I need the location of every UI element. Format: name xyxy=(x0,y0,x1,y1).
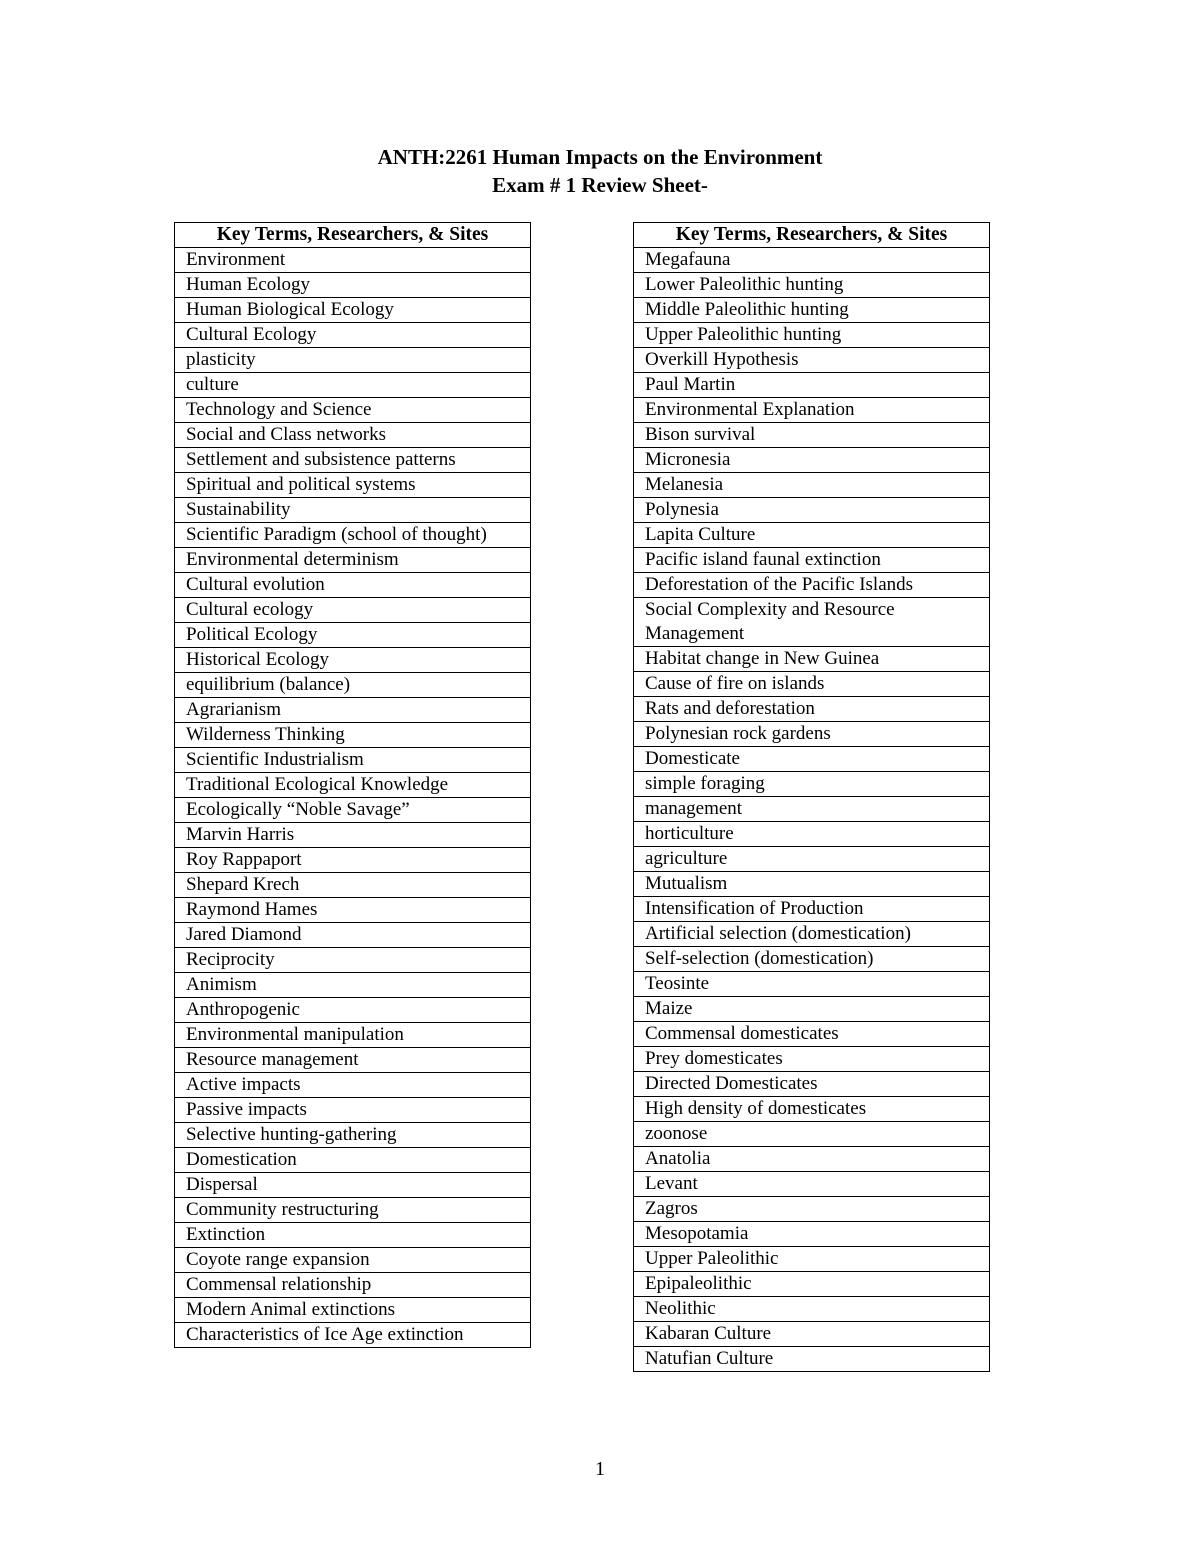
term-cell: Wilderness Thinking xyxy=(175,723,531,748)
table-row xyxy=(634,523,990,548)
key-terms-table-left xyxy=(174,222,531,1348)
table-row xyxy=(175,273,531,298)
term-cell: Prey domesticates xyxy=(634,1047,990,1072)
table-row xyxy=(634,647,990,672)
key-terms-list-left xyxy=(175,248,531,1348)
term-cell: Paul Martin xyxy=(634,373,990,398)
term-cell: Overkill Hypothesis xyxy=(634,348,990,373)
term-cell: plasticity xyxy=(175,348,531,373)
term-cell: Zagros xyxy=(634,1197,990,1222)
table-row xyxy=(175,398,531,423)
table-row xyxy=(175,1323,531,1348)
term-cell: Pacific island faunal extinction xyxy=(634,548,990,573)
term-cell: Micronesia xyxy=(634,448,990,473)
term-cell: Social Complexity and Resource Management xyxy=(634,598,990,647)
term-cell: agriculture xyxy=(634,847,990,872)
table-row xyxy=(634,373,990,398)
term-cell: Environmental manipulation xyxy=(175,1023,531,1048)
table-header-row xyxy=(634,223,990,248)
term-cell: Resource management xyxy=(175,1048,531,1073)
term-cell: Cultural Ecology xyxy=(175,323,531,348)
table-row xyxy=(175,298,531,323)
table-row xyxy=(634,1322,990,1347)
table-row xyxy=(634,672,990,697)
term-cell: Characteristics of Ice Age extinction xyxy=(175,1323,531,1348)
key-terms-list-right xyxy=(634,248,990,1372)
table-row xyxy=(634,1172,990,1197)
term-cell: Human Ecology xyxy=(175,273,531,298)
term-cell: Reciprocity xyxy=(175,948,531,973)
term-cell: Mutualism xyxy=(634,872,990,897)
table-row xyxy=(634,872,990,897)
term-cell: Upper Paleolithic xyxy=(634,1247,990,1272)
term-cell: Scientific Industrialism xyxy=(175,748,531,773)
table-row xyxy=(175,723,531,748)
table-header-cell: Key Terms, Researchers, & Sites xyxy=(634,223,990,248)
term-cell: Teosinte xyxy=(634,972,990,997)
term-cell: Spiritual and political systems xyxy=(175,473,531,498)
term-cell: Intensification of Production xyxy=(634,897,990,922)
term-cell: Scientific Paradigm (school of thought) xyxy=(175,523,531,548)
table-row xyxy=(175,348,531,373)
table-row xyxy=(634,548,990,573)
table-row xyxy=(634,747,990,772)
term-cell: Animism xyxy=(175,973,531,998)
table-row xyxy=(634,1272,990,1297)
term-cell: Technology and Science xyxy=(175,398,531,423)
table-header-row xyxy=(175,223,531,248)
term-cell: Environment xyxy=(175,248,531,273)
term-cell: Habitat change in New Guinea xyxy=(634,647,990,672)
term-cell: simple foraging xyxy=(634,772,990,797)
term-cell: Dispersal xyxy=(175,1173,531,1198)
term-cell: Middle Paleolithic hunting xyxy=(634,298,990,323)
table-row xyxy=(175,1223,531,1248)
term-cell: Directed Domesticates xyxy=(634,1072,990,1097)
term-cell: Megafauna xyxy=(634,248,990,273)
term-cell: equilibrium (balance) xyxy=(175,673,531,698)
table-row xyxy=(634,1047,990,1072)
term-cell: Settlement and subsistence patterns xyxy=(175,448,531,473)
table-row xyxy=(634,1147,990,1172)
table-row xyxy=(175,1198,531,1223)
table-row xyxy=(175,1123,531,1148)
table-header-cell: Key Terms, Researchers, & Sites xyxy=(175,223,531,248)
term-cell: Human Biological Ecology xyxy=(175,298,531,323)
table-row xyxy=(634,473,990,498)
table-row xyxy=(175,498,531,523)
table-row xyxy=(175,1148,531,1173)
term-cell: Cultural ecology xyxy=(175,598,531,623)
term-cell: Raymond Hames xyxy=(175,898,531,923)
table-row xyxy=(175,623,531,648)
table-row xyxy=(175,648,531,673)
table-row xyxy=(634,1022,990,1047)
term-cell: culture xyxy=(175,373,531,398)
table-row xyxy=(175,598,531,623)
term-cell: zoonose xyxy=(634,1122,990,1147)
table-row xyxy=(175,898,531,923)
table-row xyxy=(175,1098,531,1123)
table-row xyxy=(634,722,990,747)
term-cell: Roy Rappaport xyxy=(175,848,531,873)
table-row xyxy=(634,1297,990,1322)
term-cell: Polynesian rock gardens xyxy=(634,722,990,747)
table-row xyxy=(175,998,531,1023)
term-cell: Agrarianism xyxy=(175,698,531,723)
table-row xyxy=(175,873,531,898)
table-row xyxy=(175,423,531,448)
document-title: ANTH:2261 Human Impacts on the Environment xyxy=(377,145,823,169)
term-cell: Modern Animal extinctions xyxy=(175,1298,531,1323)
term-cell: Anatolia xyxy=(634,1147,990,1172)
table-row xyxy=(634,772,990,797)
table-row xyxy=(175,848,531,873)
term-cell: Bison survival xyxy=(634,423,990,448)
term-cell: Polynesia xyxy=(634,498,990,523)
term-cell: Commensal relationship xyxy=(175,1273,531,1298)
table-row xyxy=(634,1122,990,1147)
table-row xyxy=(634,922,990,947)
document-header xyxy=(0,143,1200,199)
table-row xyxy=(175,673,531,698)
term-cell: Anthropogenic xyxy=(175,998,531,1023)
table-row xyxy=(175,823,531,848)
term-cell: Sustainability xyxy=(175,498,531,523)
term-cell: horticulture xyxy=(634,822,990,847)
term-cell: Environmental Explanation xyxy=(634,398,990,423)
term-cell: Marvin Harris xyxy=(175,823,531,848)
table-row xyxy=(634,1347,990,1372)
term-cell: Extinction xyxy=(175,1223,531,1248)
table-row xyxy=(175,748,531,773)
term-cell: Artificial selection (domestication) xyxy=(634,922,990,947)
table-row xyxy=(634,323,990,348)
term-cell: Epipaleolithic xyxy=(634,1272,990,1297)
table-row xyxy=(175,1248,531,1273)
table-row xyxy=(634,897,990,922)
table-row xyxy=(634,1247,990,1272)
term-cell: Political Ecology xyxy=(175,623,531,648)
term-cell: Lower Paleolithic hunting xyxy=(634,273,990,298)
term-cell: Community restructuring xyxy=(175,1198,531,1223)
table-row xyxy=(175,523,531,548)
table-row xyxy=(634,1097,990,1122)
table-row xyxy=(634,947,990,972)
term-cell: Rats and deforestation xyxy=(634,697,990,722)
table-row xyxy=(634,697,990,722)
table-row xyxy=(634,847,990,872)
table-row xyxy=(634,498,990,523)
table-row xyxy=(634,573,990,598)
term-cell: Self-selection (domestication) xyxy=(634,947,990,972)
table-row xyxy=(634,1072,990,1097)
table-row xyxy=(175,1048,531,1073)
term-cell: Kabaran Culture xyxy=(634,1322,990,1347)
term-cell: Domestication xyxy=(175,1148,531,1173)
table-row xyxy=(175,548,531,573)
term-cell: Melanesia xyxy=(634,473,990,498)
table-row xyxy=(634,398,990,423)
table-row xyxy=(175,1173,531,1198)
term-cell: Cultural evolution xyxy=(175,573,531,598)
term-cell: High density of domesticates xyxy=(634,1097,990,1122)
table-row xyxy=(634,348,990,373)
table-row xyxy=(634,797,990,822)
term-cell: Maize xyxy=(634,997,990,1022)
term-cell: Passive impacts xyxy=(175,1098,531,1123)
table-row xyxy=(175,248,531,273)
table-row xyxy=(175,1073,531,1098)
table-row xyxy=(175,323,531,348)
term-cell: Ecologically “Noble Savage” xyxy=(175,798,531,823)
table-row xyxy=(634,997,990,1022)
table-row xyxy=(175,1298,531,1323)
table-row xyxy=(175,948,531,973)
page-number: 1 xyxy=(595,1458,605,1480)
term-cell: Levant xyxy=(634,1172,990,1197)
key-terms-table-right xyxy=(633,222,990,1372)
table-row xyxy=(175,1023,531,1048)
table-row xyxy=(634,1197,990,1222)
term-cell: Upper Paleolithic hunting xyxy=(634,323,990,348)
table-row xyxy=(634,298,990,323)
table-row xyxy=(634,598,990,647)
table-row xyxy=(175,373,531,398)
table-row xyxy=(634,273,990,298)
term-cell: management xyxy=(634,797,990,822)
term-cell: Commensal domesticates xyxy=(634,1022,990,1047)
term-cell: Lapita Culture xyxy=(634,523,990,548)
table-row xyxy=(175,698,531,723)
term-cell: Jared Diamond xyxy=(175,923,531,948)
document-subtitle: Exam # 1 Review Sheet- xyxy=(492,173,708,197)
table-row xyxy=(634,248,990,273)
table-row xyxy=(175,773,531,798)
table-row xyxy=(175,473,531,498)
term-cell: Social and Class networks xyxy=(175,423,531,448)
table-row xyxy=(634,423,990,448)
term-cell: Deforestation of the Pacific Islands xyxy=(634,573,990,598)
table-row xyxy=(175,448,531,473)
table-row xyxy=(175,923,531,948)
term-cell: Traditional Ecological Knowledge xyxy=(175,773,531,798)
table-row xyxy=(175,573,531,598)
table-row xyxy=(634,972,990,997)
term-cell: Active impacts xyxy=(175,1073,531,1098)
table-row xyxy=(634,822,990,847)
term-cell: Domesticate xyxy=(634,747,990,772)
term-cell: Shepard Krech xyxy=(175,873,531,898)
term-cell: Natufian Culture xyxy=(634,1347,990,1372)
table-row xyxy=(634,1222,990,1247)
table-row xyxy=(175,973,531,998)
table-row xyxy=(175,1273,531,1298)
table-row xyxy=(175,798,531,823)
table-row xyxy=(634,448,990,473)
term-cell: Environmental determinism xyxy=(175,548,531,573)
term-cell: Historical Ecology xyxy=(175,648,531,673)
term-cell: Neolithic xyxy=(634,1297,990,1322)
term-cell: Mesopotamia xyxy=(634,1222,990,1247)
term-cell: Coyote range expansion xyxy=(175,1248,531,1273)
term-cell: Selective hunting-gathering xyxy=(175,1123,531,1148)
term-cell: Cause of fire on islands xyxy=(634,672,990,697)
